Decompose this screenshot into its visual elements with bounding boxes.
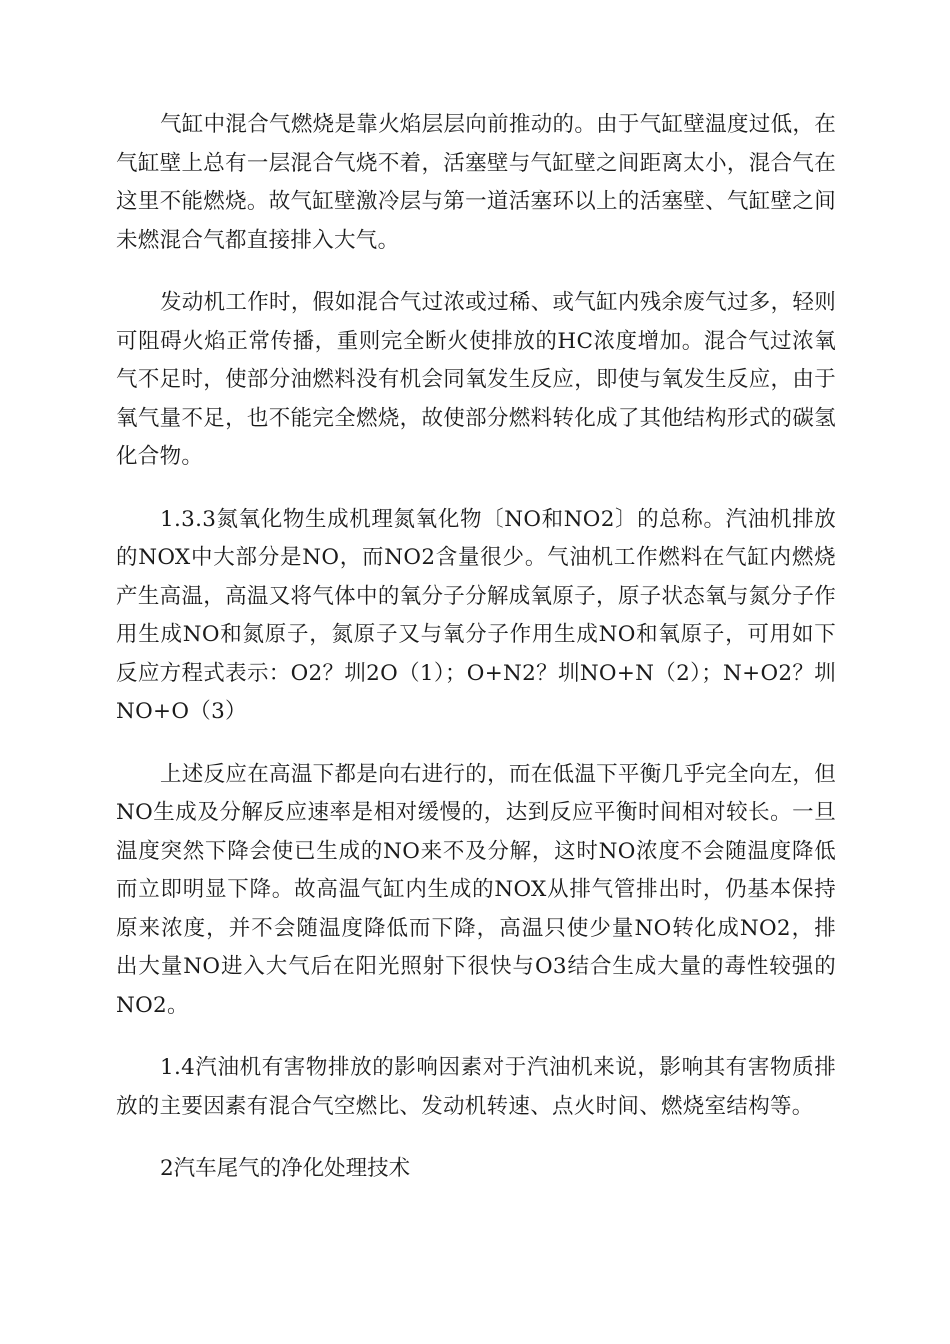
paragraph-influence-factors: 1.4汽油机有害物排放的影响因素对于汽油机来说，影响其有害物质排放的主要因素有混合气空燃比、发动机转速、点火时间、燃烧室结构等。 xyxy=(116,1055,836,1119)
paragraph-unburned-mixture: 气缸中混合气燃烧是靠火焰层层向前推动的。由于气缸壁温度过低，在气缸壁上总有一层混合气烧不着，活塞壁与气缸壁之间距离太小，混合气在这里不能燃烧。故气缸壁激冷层与第一道活塞环以上的活塞壁、气缸壁之间未燃混合气都直接排入大气。 xyxy=(116,112,836,253)
section-heading: 2汽车尾气的净化处理技术 xyxy=(160,1156,411,1181)
paragraph-nox-formation: 1.3.3氮氧化物生成机理氮氧化物〔NO和NO2〕的总称。汽油机排放的NOX中大部分是NO，而NO2含量很少。气油机工作燃料在气缸内燃烧产生高温，高温又将气体中的氧分子分解成氧原子，原子状态氧与氮分子作用生成NO和氮原子，氮原子又与氧分子作用生成NO和氧原子，可用如下反应方程式表示：O2？圳2O（1）；O+N2？圳NO+N（2）；N+O2？圳NO+O（3） xyxy=(116,506,836,724)
paragraph-mixture-ratio: 发动机工作时，假如混合气过浓或过稀、或气缸内残余废气过多，轻则可阻碍火焰正常传播，重则完全断火使排放的HC浓度增加。混合气过浓氧气不足时，使部分油燃料没有机会同氧发生反应，即使与氧发生反应，由于氧气量不足，也不能完全燃烧，故使部分燃料转化成了其他结构形式的碳氢化合物。 xyxy=(116,290,836,469)
document-page xyxy=(116,106,836,1189)
paragraph-reaction-equilibrium: 上述反应在高温下都是向右进行的，而在低温下平衡几乎完全向左，但NO生成及分解反应速率是相对缓慢的，达到反应平衡时间相对较长。一旦温度突然下降会使已生成的NO来不及分解，这时NO浓度不会随温度降低而立即明显下降。故高温气缸内生成的NOX从排气管排出时，仍基本保持原来浓度，并不会随温度降低而下降，高温只使少量NO转化成NO2，排出大量NO进入大气后在阳光照射下很快与O3结合生成大量的毒性较强的NO2。 xyxy=(116,761,836,1018)
